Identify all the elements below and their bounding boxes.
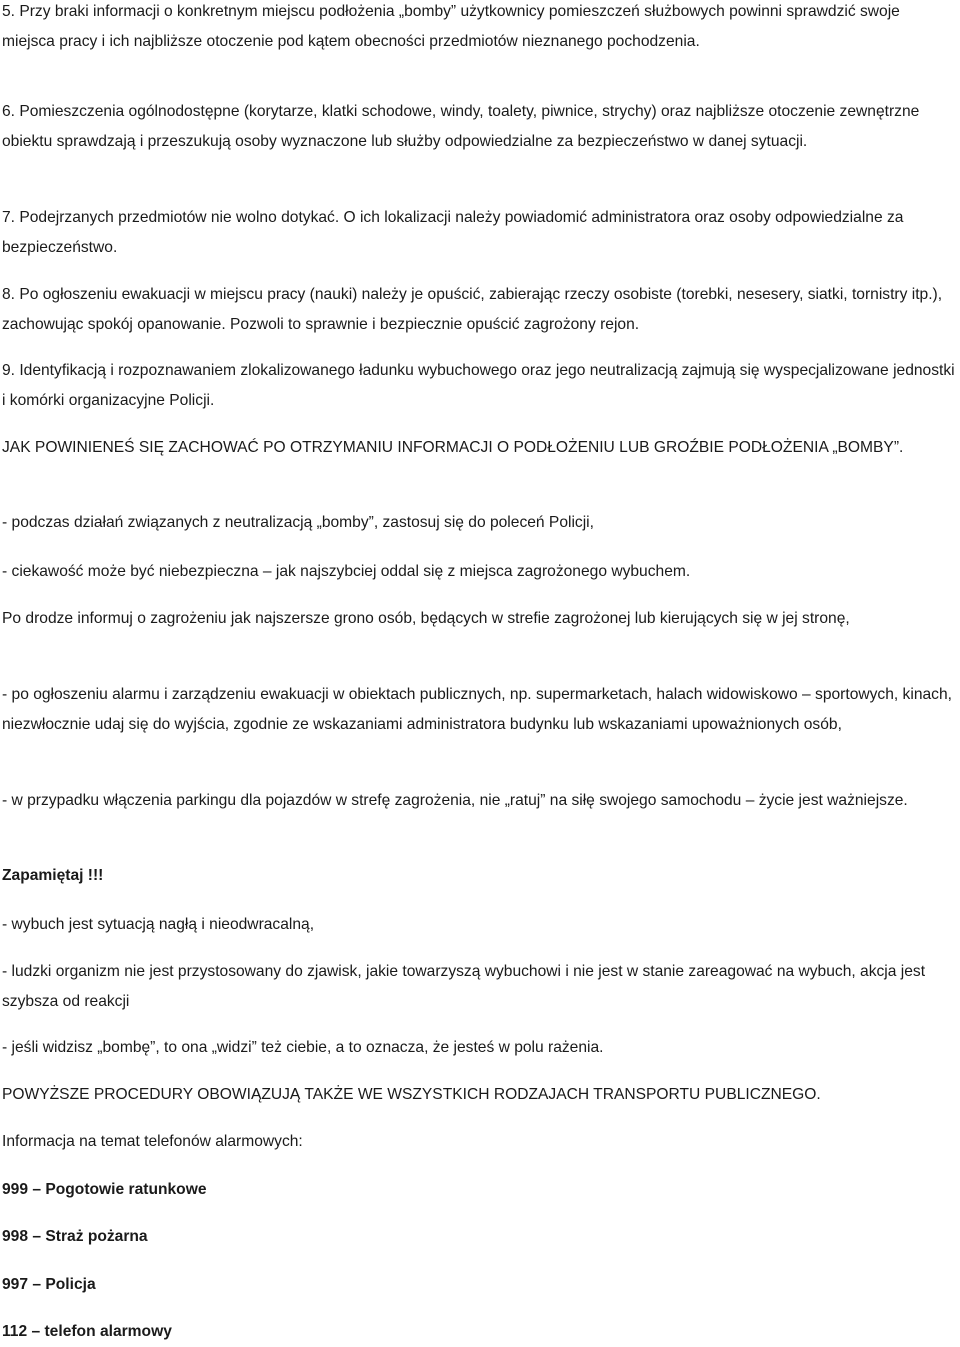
instruction-item: Po drodze informuj o zagrożeniu jak najszersze grono osób, będących w strefie zagrożonej lub kierujących się w jej stronę, [2,610,850,627]
phone-entry: 112 – telefon alarmowy [2,1323,172,1340]
phone-entry: 998 – Straż pożarna [2,1228,148,1245]
paragraph-5: 5. Przy braki informacji o konkretnym miejscu podłożenia „bomby” użytkownicy pomieszczeń służbowych powinni sprawdzić swoje miejsca pracy i ich najbliższe otoczenie pod kątem obecności przedmiotów nieznanego pochodzenia. [2,3,900,50]
transport-notice: POWYŻSZE PROCEDURY OBOWIĄZUJĄ TAKŻE WE WSZYSTKICH RODZAJACH TRANSPORTU PUBLICZNEGO. [2,1086,821,1103]
phone-entry: 997 – Policja [2,1276,96,1293]
phone-entry: 999 – Pogotowie ratunkowe [2,1181,207,1198]
paragraph-8: 8. Po ogłoszeniu ewakuacji w miejscu pracy (nauki) należy je opuścić, zabierając rzeczy osobiste (torebki, nesesery, siatki, tornistry itp.), zachowując spokój opanowanie. Pozwoli to sprawnie i bezpiecznie opuścić zagrożony rejon. [2,286,943,333]
section-heading: JAK POWINIENEŚ SIĘ ZACHOWAĆ PO OTRZYMANIU INFORMACJI O PODŁOŻENIU LUB GROŹBIE PODŁOŻENIA „BOMBY”. [2,439,904,456]
instruction-item: - podczas działań związanych z neutralizacją „bomby”, zastosuj się do poleceń Policji, [2,514,594,531]
instruction-item: - po ogłoszeniu alarmu i zarządzeniu ewakuacji w obiektach publicznych, np. supermarketach, halach widowiskowo – sportowych, kinach, niezwłocznie udaj się do wyjścia, zgodnie ze wskazaniami administratora budynku lub wskazaniami upoważnionych osób, [2,686,952,733]
remember-heading: Zapamiętaj !!! [2,867,104,884]
paragraph-9: 9. Identyfikacją i rozpoznawaniem zlokalizowanego ładunku wybuchowego oraz jego neutralizacją zajmują się wyspecjalizowane jednostki i komórki organizacyjne Policji. [2,362,955,409]
instruction-item: - w przypadku włączenia parkingu dla pojazdów w strefę zagrożenia, nie „ratuj” na siłę swojego samochodu – życie jest ważniejsze. [2,792,908,809]
paragraph-6: 6. Pomieszczenia ogólnodostępne (korytarze, klatki schodowe, windy, toalety, piwnice, strychy) oraz najbliższe otoczenie zewnętrzne obiektu sprawdzają i przeszukują osoby wyznaczone lub służby odpowiedzialne za bezpieczeństwo w danej sytuacji. [2,103,920,150]
remember-item: - ludzki organizm nie jest przystosowany do zjawisk, jakie towarzyszą wybuchowi i nie jest w stanie zareagować na wybuch, akcja jest szybsza od reakcji [2,963,926,1010]
instruction-item: - ciekawość może być niebezpieczna – jak najszybciej oddal się z miejsca zagrożonego wybuchem. [2,563,691,580]
remember-item: - jeśli widzisz „bombę”, to ona „widzi” też ciebie, a to oznacza, że jesteś w polu rażenia. [2,1039,604,1056]
phones-intro: Informacja na temat telefonów alarmowych: [2,1133,303,1150]
paragraph-7: 7. Podejrzanych przedmiotów nie wolno dotykać. O ich lokalizacji należy powiadomić administratora oraz osoby odpowiedzialne za bezpieczeństwo. [2,209,904,256]
remember-item: - wybuch jest sytuacją nagłą i nieodwracalną, [2,916,315,933]
